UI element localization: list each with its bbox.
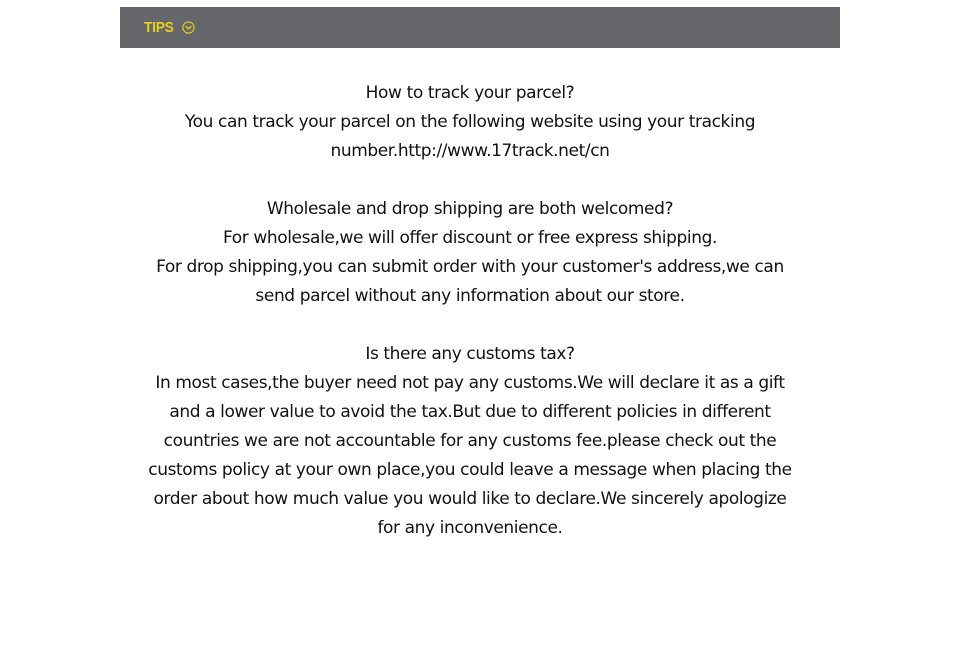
- faq-question: Is there any customs tax?: [365, 344, 575, 364]
- faq-item-tracking: [140, 79, 800, 166]
- faq-answer: In most cases,the buyer need not pay any customs.We will declare it as a gift and a lower value to avoid the tax.But due to different policies in different countries we are not accountable for any customs fee.please check out the customs policy at your own place,you could leave a message when placing the order about how much value you would like to declare.We sincerely apologize for any inconvenience.: [148, 373, 792, 538]
- chevron-down-circle-icon[interactable]: [182, 21, 195, 34]
- faq-answer: For drop shipping,you can submit order with your customer's address,we can send parcel without any information about our store.: [156, 257, 784, 306]
- faq-answer: You can track your parcel on the following website using your tracking number.http://www.17track.net/cn: [184, 112, 756, 161]
- tips-header-bar[interactable]: [120, 7, 840, 48]
- tips-label: TIPS: [144, 19, 174, 36]
- faq-item-customs: [140, 340, 800, 543]
- faq-answer: For wholesale,we will offer discount or free express shipping.: [222, 228, 718, 248]
- faq-item-wholesale: [140, 195, 800, 311]
- faq-content: [140, 79, 800, 543]
- faq-question: How to track your parcel?: [365, 83, 575, 103]
- faq-question: Wholesale and drop shipping are both welcomed?: [266, 199, 674, 219]
